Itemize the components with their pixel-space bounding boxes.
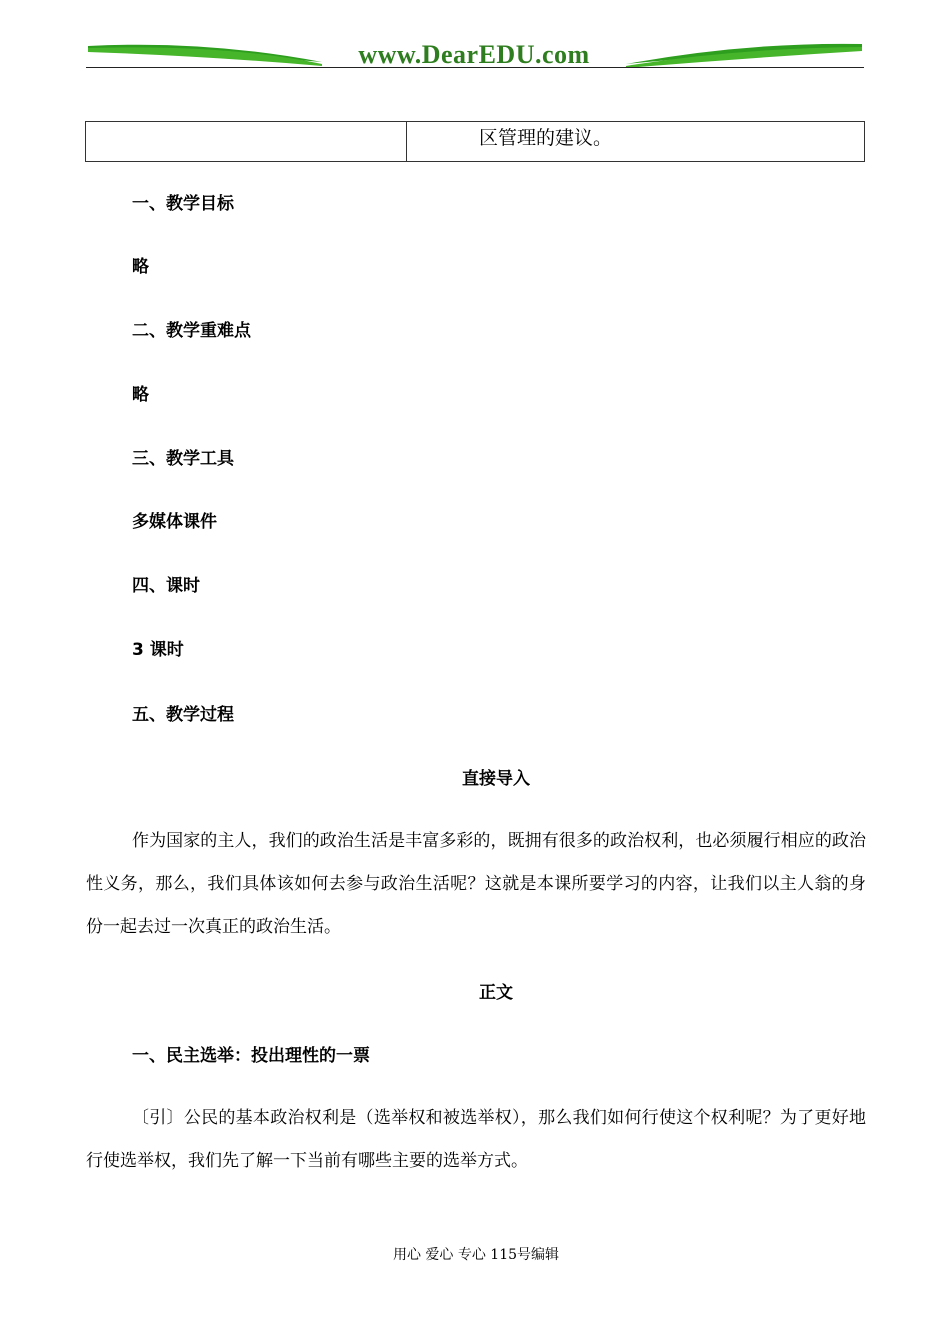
section-1-body: 略 xyxy=(132,257,149,277)
section-2-body: 略 xyxy=(132,385,149,405)
table-row xyxy=(86,122,865,162)
section-3-title: 三、教学工具 xyxy=(132,449,234,469)
intro-paragraph: 作为国家的主人，我们的政治生活是丰富多彩的，既拥有很多的政治权利，也必须履行相应的政治性义务，那么，我们具体该如何去参与政治生活呢？这就是本课所要学习的内容，让我们以主人翁的身份一起去过一次真正的政治生活。 xyxy=(86,831,866,937)
table-fragment xyxy=(85,121,865,162)
section-5-title: 五、教学过程 xyxy=(132,705,234,725)
section-4-title: 四、课时 xyxy=(132,576,200,596)
section-3-body: 多媒体课件 xyxy=(132,512,217,532)
site-logo-text: www.DearEDU.com xyxy=(358,40,590,69)
intro-heading: 直接导入 xyxy=(462,769,530,789)
table-cell-left xyxy=(86,122,407,162)
section-4-body: 3 课时 xyxy=(132,640,184,660)
table-cell-right: 区管理的建议。 xyxy=(407,122,865,162)
main-subheading: 一、民主选举：投出理性的一票 xyxy=(132,1046,370,1066)
section-1-title: 一、教学目标 xyxy=(132,194,234,214)
page-footer: 用心 爱心 专心 115号编辑 xyxy=(392,1247,560,1263)
main-heading: 正文 xyxy=(479,983,513,1003)
main-paragraph: 〔引〕公民的基本政治权利是（选举权和被选举权），那么我们如何行使这个权利呢？为了更好地行使选举权，我们先了解一下当前有哪些主要的选举方式。 xyxy=(86,1108,866,1171)
section-2-title: 二、教学重难点 xyxy=(132,321,251,341)
header-divider xyxy=(86,67,864,68)
